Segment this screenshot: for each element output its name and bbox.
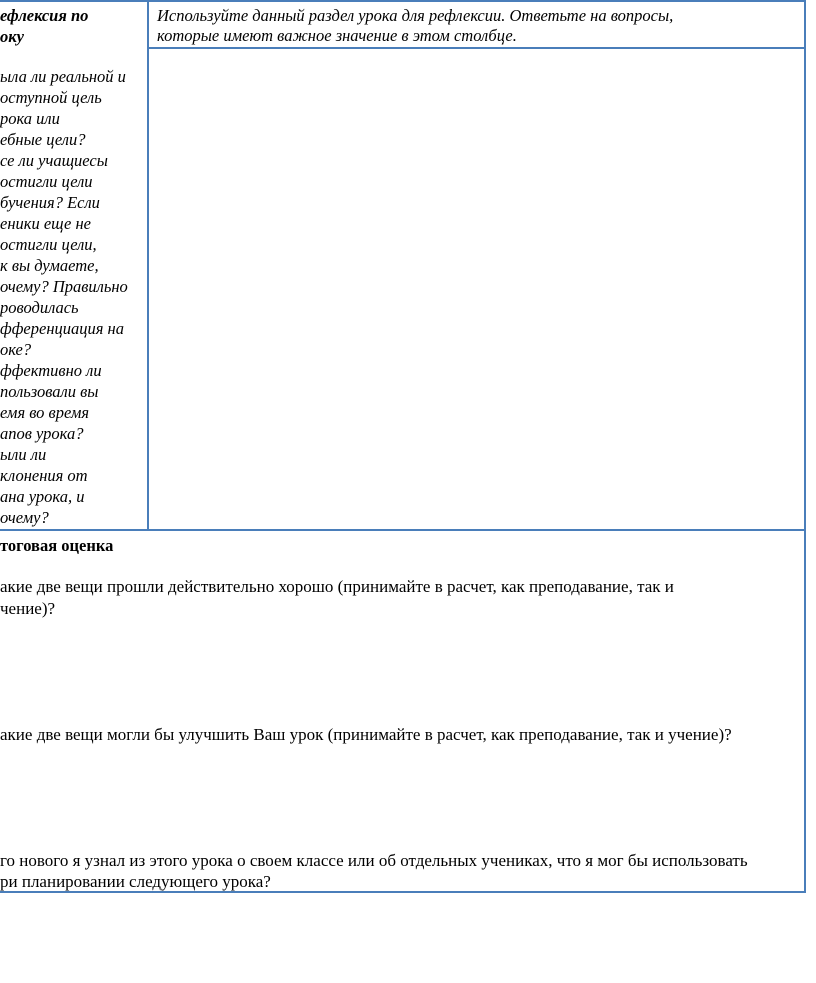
question-line: ффективно ли: [0, 361, 102, 380]
question-line: рока или: [0, 109, 60, 128]
question-line: ыла ли реальной и: [0, 67, 126, 86]
question-line: клонения от: [0, 466, 88, 485]
question-2-line-1: акие две вещи могли бы улучшить Ваш урок (принимайте в расчет, как преподавание, так и учение)?: [0, 725, 732, 744]
final-assessment-title: тоговая оценка: [0, 536, 114, 555]
question-line: еники еще не: [0, 214, 91, 233]
question-line: ебные цели?: [0, 130, 86, 149]
question-line: очему? Правильно: [0, 277, 128, 296]
table-right-border: [804, 0, 806, 893]
reflection-answer-area[interactable]: [149, 49, 804, 529]
reflection-header-line-2: оку: [0, 27, 24, 46]
question-line: се ли учащиесы: [0, 151, 108, 170]
question-line: апов урока?: [0, 424, 84, 443]
question-1-line-2: чение)?: [0, 599, 56, 618]
question-line: остигли цели,: [0, 235, 97, 254]
question-line: роводилась: [0, 298, 79, 317]
question-1-line-1: акие две вещи прошли действительно хорошо (принимайте в расчет, как преподавание, так и: [0, 577, 674, 596]
question-line: ана урока, и: [0, 487, 85, 506]
reflection-header-line-1: ефлексия по: [0, 6, 89, 25]
instruction-line-2: которые имеют важное значение в этом столбце.: [157, 26, 517, 45]
question-line: ыли ли: [0, 445, 47, 464]
question-line: бучения? Если: [0, 193, 100, 212]
section-divider: [0, 529, 806, 531]
table-top-border: [0, 0, 806, 2]
question-line: емя во время: [0, 403, 90, 422]
question-line: фференциация на: [0, 319, 124, 338]
question-line: остигли цели: [0, 172, 93, 191]
question-3-line-1: го нового я узнал из этого урока о своем классе или об отдельных учениках, что я мог бы использовать: [0, 851, 748, 870]
question-line: пользовали вы: [0, 382, 99, 401]
question-line: оступной цель: [0, 88, 102, 107]
question-line: очему?: [0, 508, 49, 527]
question-line: оке?: [0, 340, 32, 359]
question-3-line-2: ри планировании следующего урока?: [0, 872, 271, 891]
instruction-line-1: Используйте данный раздел урока для рефлексии. Ответьте на вопросы,: [157, 6, 674, 25]
question-line: к вы думаете,: [0, 256, 99, 275]
